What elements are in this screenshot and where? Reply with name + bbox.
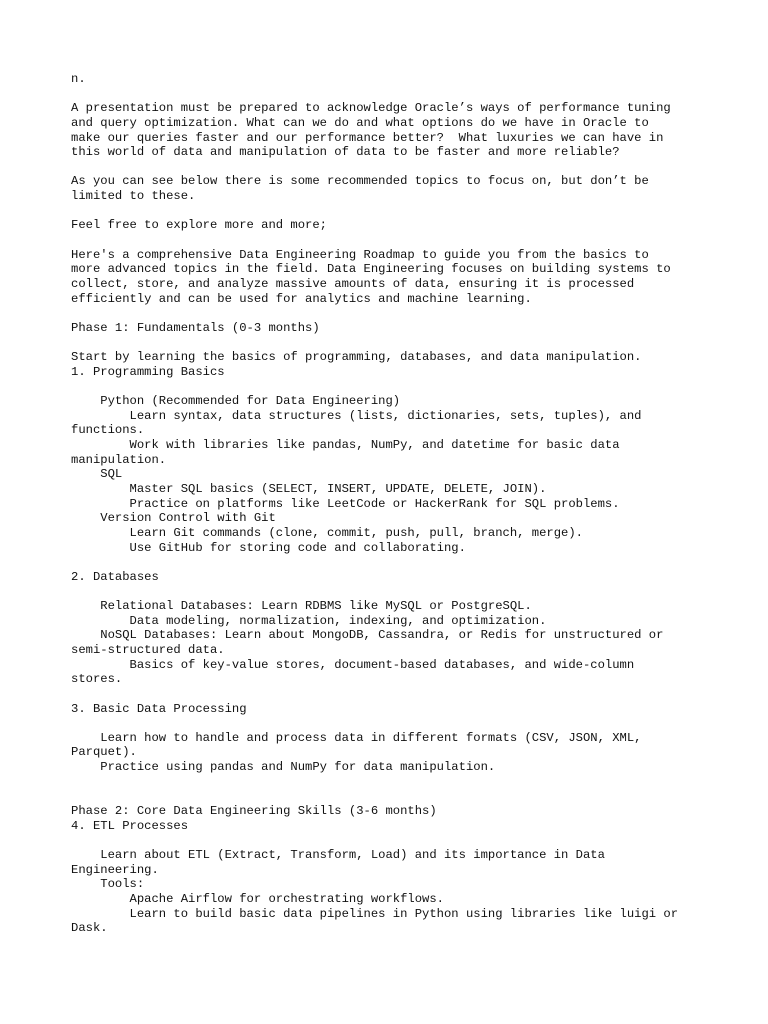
- text-line: Learn about ETL (Extract, Transform, Load) and its importance in Data: [71, 847, 605, 862]
- text-line: Version Control with Git: [71, 511, 276, 526]
- text-line: Start by learning the basics of programming, databases, and data manipulation.: [71, 350, 642, 365]
- text-line: semi-structured data.: [71, 642, 225, 657]
- text-line: Learn how to handle and process data in different formats (CSV, JSON, XML,: [71, 730, 642, 745]
- text-line: more advanced topics in the field. Data Engineering focuses on building systems to: [71, 262, 671, 277]
- text-line: Learn syntax, data structures (lists, dictionaries, sets, tuples), and: [71, 408, 642, 423]
- text-line: As you can see below there is some recommended topics to focus on, but don’t be: [71, 174, 649, 189]
- blank-line: [71, 336, 711, 351]
- section-heading: 2. Databases: [71, 569, 159, 584]
- text-line: Dask.: [71, 921, 108, 936]
- phase-heading: Phase 1: Fundamentals (0-3 months): [71, 320, 320, 335]
- text-line: manipulation.: [71, 452, 167, 467]
- text-line: Parquet).: [71, 745, 137, 760]
- blank-line: [71, 204, 711, 219]
- text-line: Basics of key-value stores, document-based databases, and wide-column: [71, 657, 635, 672]
- text-line: Relational Databases: Learn RDBMS like MySQL or PostgreSQL.: [71, 599, 532, 614]
- text-line: Learn Git commands (clone, commit, push, pull, branch, merge).: [71, 525, 583, 540]
- blank-line: [71, 775, 711, 790]
- blank-line: [71, 87, 711, 102]
- blank-line: [71, 584, 711, 599]
- blank-line: [71, 379, 711, 394]
- section-heading: 1. Programming Basics: [71, 364, 225, 379]
- text-line: n.: [71, 72, 86, 86]
- text-line: this world of data and manipulation of data to be faster and more reliable?: [71, 145, 620, 160]
- section-heading: 3. Basic Data Processing: [71, 701, 247, 716]
- text-line: collect, store, and analyze massive amounts of data, ensuring it is processed: [71, 276, 635, 291]
- text-line: limited to these.: [71, 189, 196, 204]
- blank-line: [71, 160, 711, 175]
- text-line: NoSQL Databases: Learn about MongoDB, Cassandra, or Redis for unstructured or: [71, 628, 664, 643]
- text-line: Data modeling, normalization, indexing, and optimization.: [71, 613, 547, 628]
- text-line: Use GitHub for storing code and collaborating.: [71, 540, 466, 555]
- text-line: and query optimization. What can we do and what options do we have in Oracle to: [71, 115, 649, 130]
- text-line: functions.: [71, 423, 145, 438]
- blank-line: [71, 555, 711, 570]
- text-line: Feel free to explore more and more;: [71, 218, 327, 233]
- text-line: Apache Airflow for orchestrating workflows.: [71, 891, 444, 906]
- text-line: Here's a comprehensive Data Engineering Roadmap to guide you from the basics to: [71, 247, 649, 262]
- blank-line: [71, 306, 711, 321]
- text-line: Engineering.: [71, 862, 159, 877]
- text-line: efficiently and can be used for analytics and machine learning.: [71, 291, 532, 306]
- blank-line: [71, 233, 711, 248]
- section-heading: 4. ETL Processes: [71, 818, 189, 833]
- text-line: A presentation must be prepared to acknowledge Oracle’s ways of performance tuning: [71, 101, 671, 116]
- text-line: SQL: [71, 467, 123, 482]
- blank-line: [71, 716, 711, 731]
- document-page: [71, 72, 711, 936]
- text-line: Tools:: [71, 877, 145, 892]
- blank-line: [71, 833, 711, 848]
- blank-line: [71, 789, 711, 804]
- text-line: Python (Recommended for Data Engineering): [71, 394, 401, 409]
- blank-line: [71, 687, 711, 702]
- text-line: Practice using pandas and NumPy for data manipulation.: [71, 760, 496, 775]
- text-line: make our queries faster and our performance better? What luxuries we can have in: [71, 130, 664, 145]
- text-line: Master SQL basics (SELECT, INSERT, UPDATE, DELETE, JOIN).: [71, 481, 547, 496]
- text-line: Learn to build basic data pipelines in Python using libraries like luigi or: [71, 906, 679, 921]
- text-line: Practice on platforms like LeetCode or HackerRank for SQL problems.: [71, 496, 620, 511]
- text-line: stores.: [71, 672, 123, 687]
- phase-heading: Phase 2: Core Data Engineering Skills (3-6 months): [71, 804, 437, 819]
- text-line: Work with libraries like pandas, NumPy, and datetime for basic data: [71, 438, 620, 453]
